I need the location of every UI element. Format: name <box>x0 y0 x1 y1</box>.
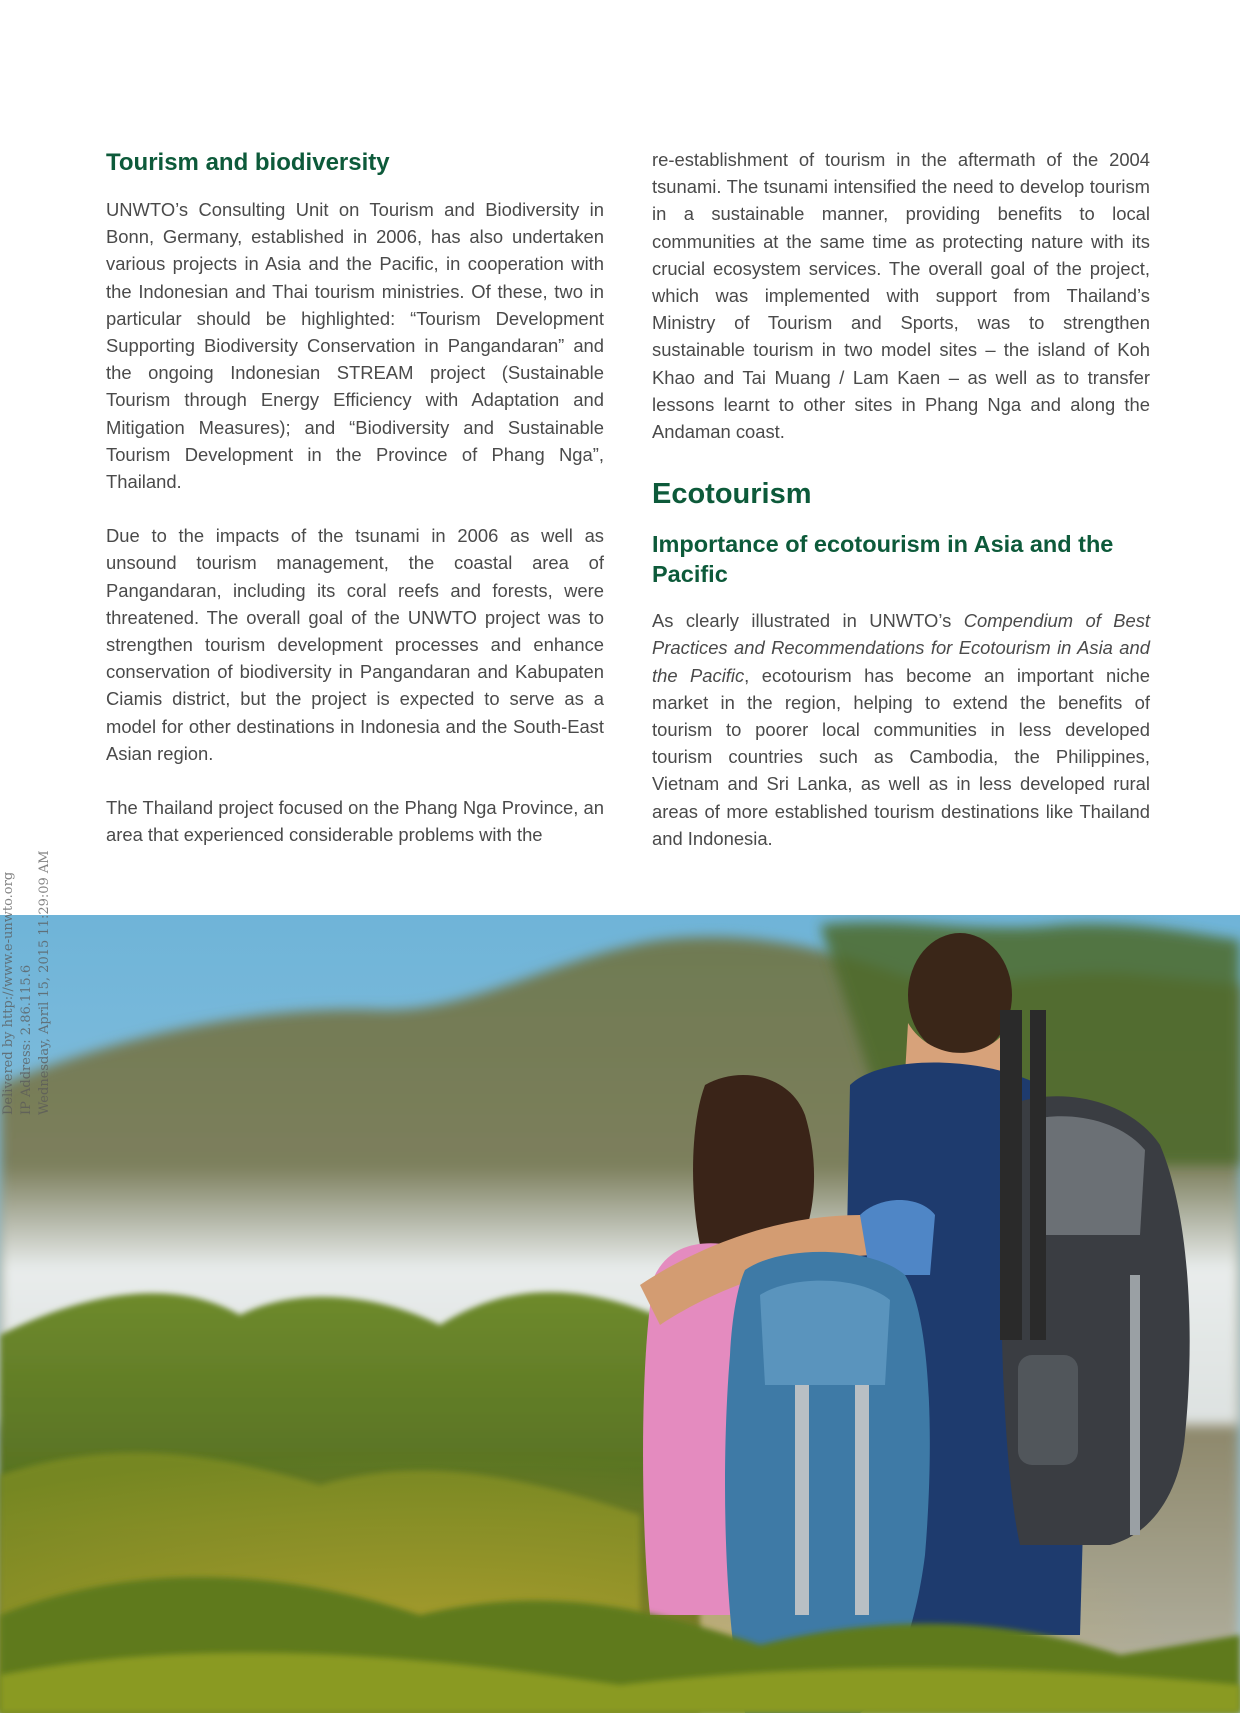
delivery-watermark <box>0 815 60 1115</box>
heading-tourism-biodiversity: Tourism and biodiversity <box>106 149 390 176</box>
paragraph-ecotourism <box>652 607 1150 852</box>
paragraph-consulting-unit: UNWTO’s Consulting Unit on Tourism and Biodiversity in Bonn, Germany, established in 2006, has also undertaken various projects in Asia and the Pacific, in cooperation with the Indonesian and Thai tourism ministries. Of these, two in particular should be highlighted: “Tourism Development Supporting Biodiversity Conservation in Pangandaran” and the ongoing Indonesian STREAM project (Sustainable Tourism through Energy Efficiency with Adaptation and Mitigation Measures); and “Biodiversity and Sustainable Tourism Development in the Province of Phang Nga”, Thailand. <box>106 199 604 493</box>
left-column <box>106 138 604 848</box>
paragraph-thailand-project: The Thailand project focused on the Phang Nga Province, an area that experienced considerable problems with the <box>106 797 604 846</box>
right-column <box>652 146 1150 852</box>
eco-intro-text: As clearly illustrated in UNWTO’s <box>652 610 964 632</box>
compendium-title: Compendium of Best Practices and Recommendations for Ecotourism in Asia and the Pacific <box>652 610 1151 686</box>
watermark-line-3: Wednesday, April 15, 2015 11:29:09 AM <box>37 850 52 1115</box>
heading-importance-ecotourism: Importance of ecotourism in Asia and the Pacific <box>652 531 1114 588</box>
eco-rest-text: , ecotourism has become an important niche market in the region, helping to extend the benefits of tourism to poorer local communities in less developed tourism countries such as Cambodia, the Philippines, Vietnam and Sri Lanka, as well as in less developed rural areas of more established tourism destinations like Thailand and Indonesia. <box>652 664 1150 849</box>
watermark-line-1: Delivered by http://www.e-unwto.org <box>1 871 16 1115</box>
hikers-photo <box>0 915 1240 1713</box>
watermark-line-2: IP Address: 2.86.115.6 <box>19 964 34 1115</box>
paragraph-pangandaran: Due to the impacts of the tsunami in 2006 as well as unsound tourism management, the coastal area of Pangandaran, including its coral reefs and forests, were threatened. The overall goal of the UNWTO project was to strengthen tourism development processes and enhance conservation of biodiversity in Pangandaran and Kabupaten Ciamis district, but the project is expected to serve as a model for other destinations in Indonesia and the South-East Asian region. <box>106 525 604 764</box>
heading-ecotourism: Ecotourism <box>652 478 812 511</box>
paragraph-tsunami-continuation: re-establishment of tourism in the aftermath of the 2004 tsunami. The tsunami intensified the need to develop tourism in a sustainable manner, providing benefits to local communities at the same time as protecting nature with its crucial ecosystem services. The overall goal of the project, which was implemented with support from Thailand’s Ministry of Tourism and Sports, was to strengthen sustainable tourism in two model sites – the island of Koh Khao and Tai Muang / Lam Kaen – as well as to transfer lessons learnt to other sites in Phang Nga and along the Andaman coast. <box>652 149 1150 443</box>
